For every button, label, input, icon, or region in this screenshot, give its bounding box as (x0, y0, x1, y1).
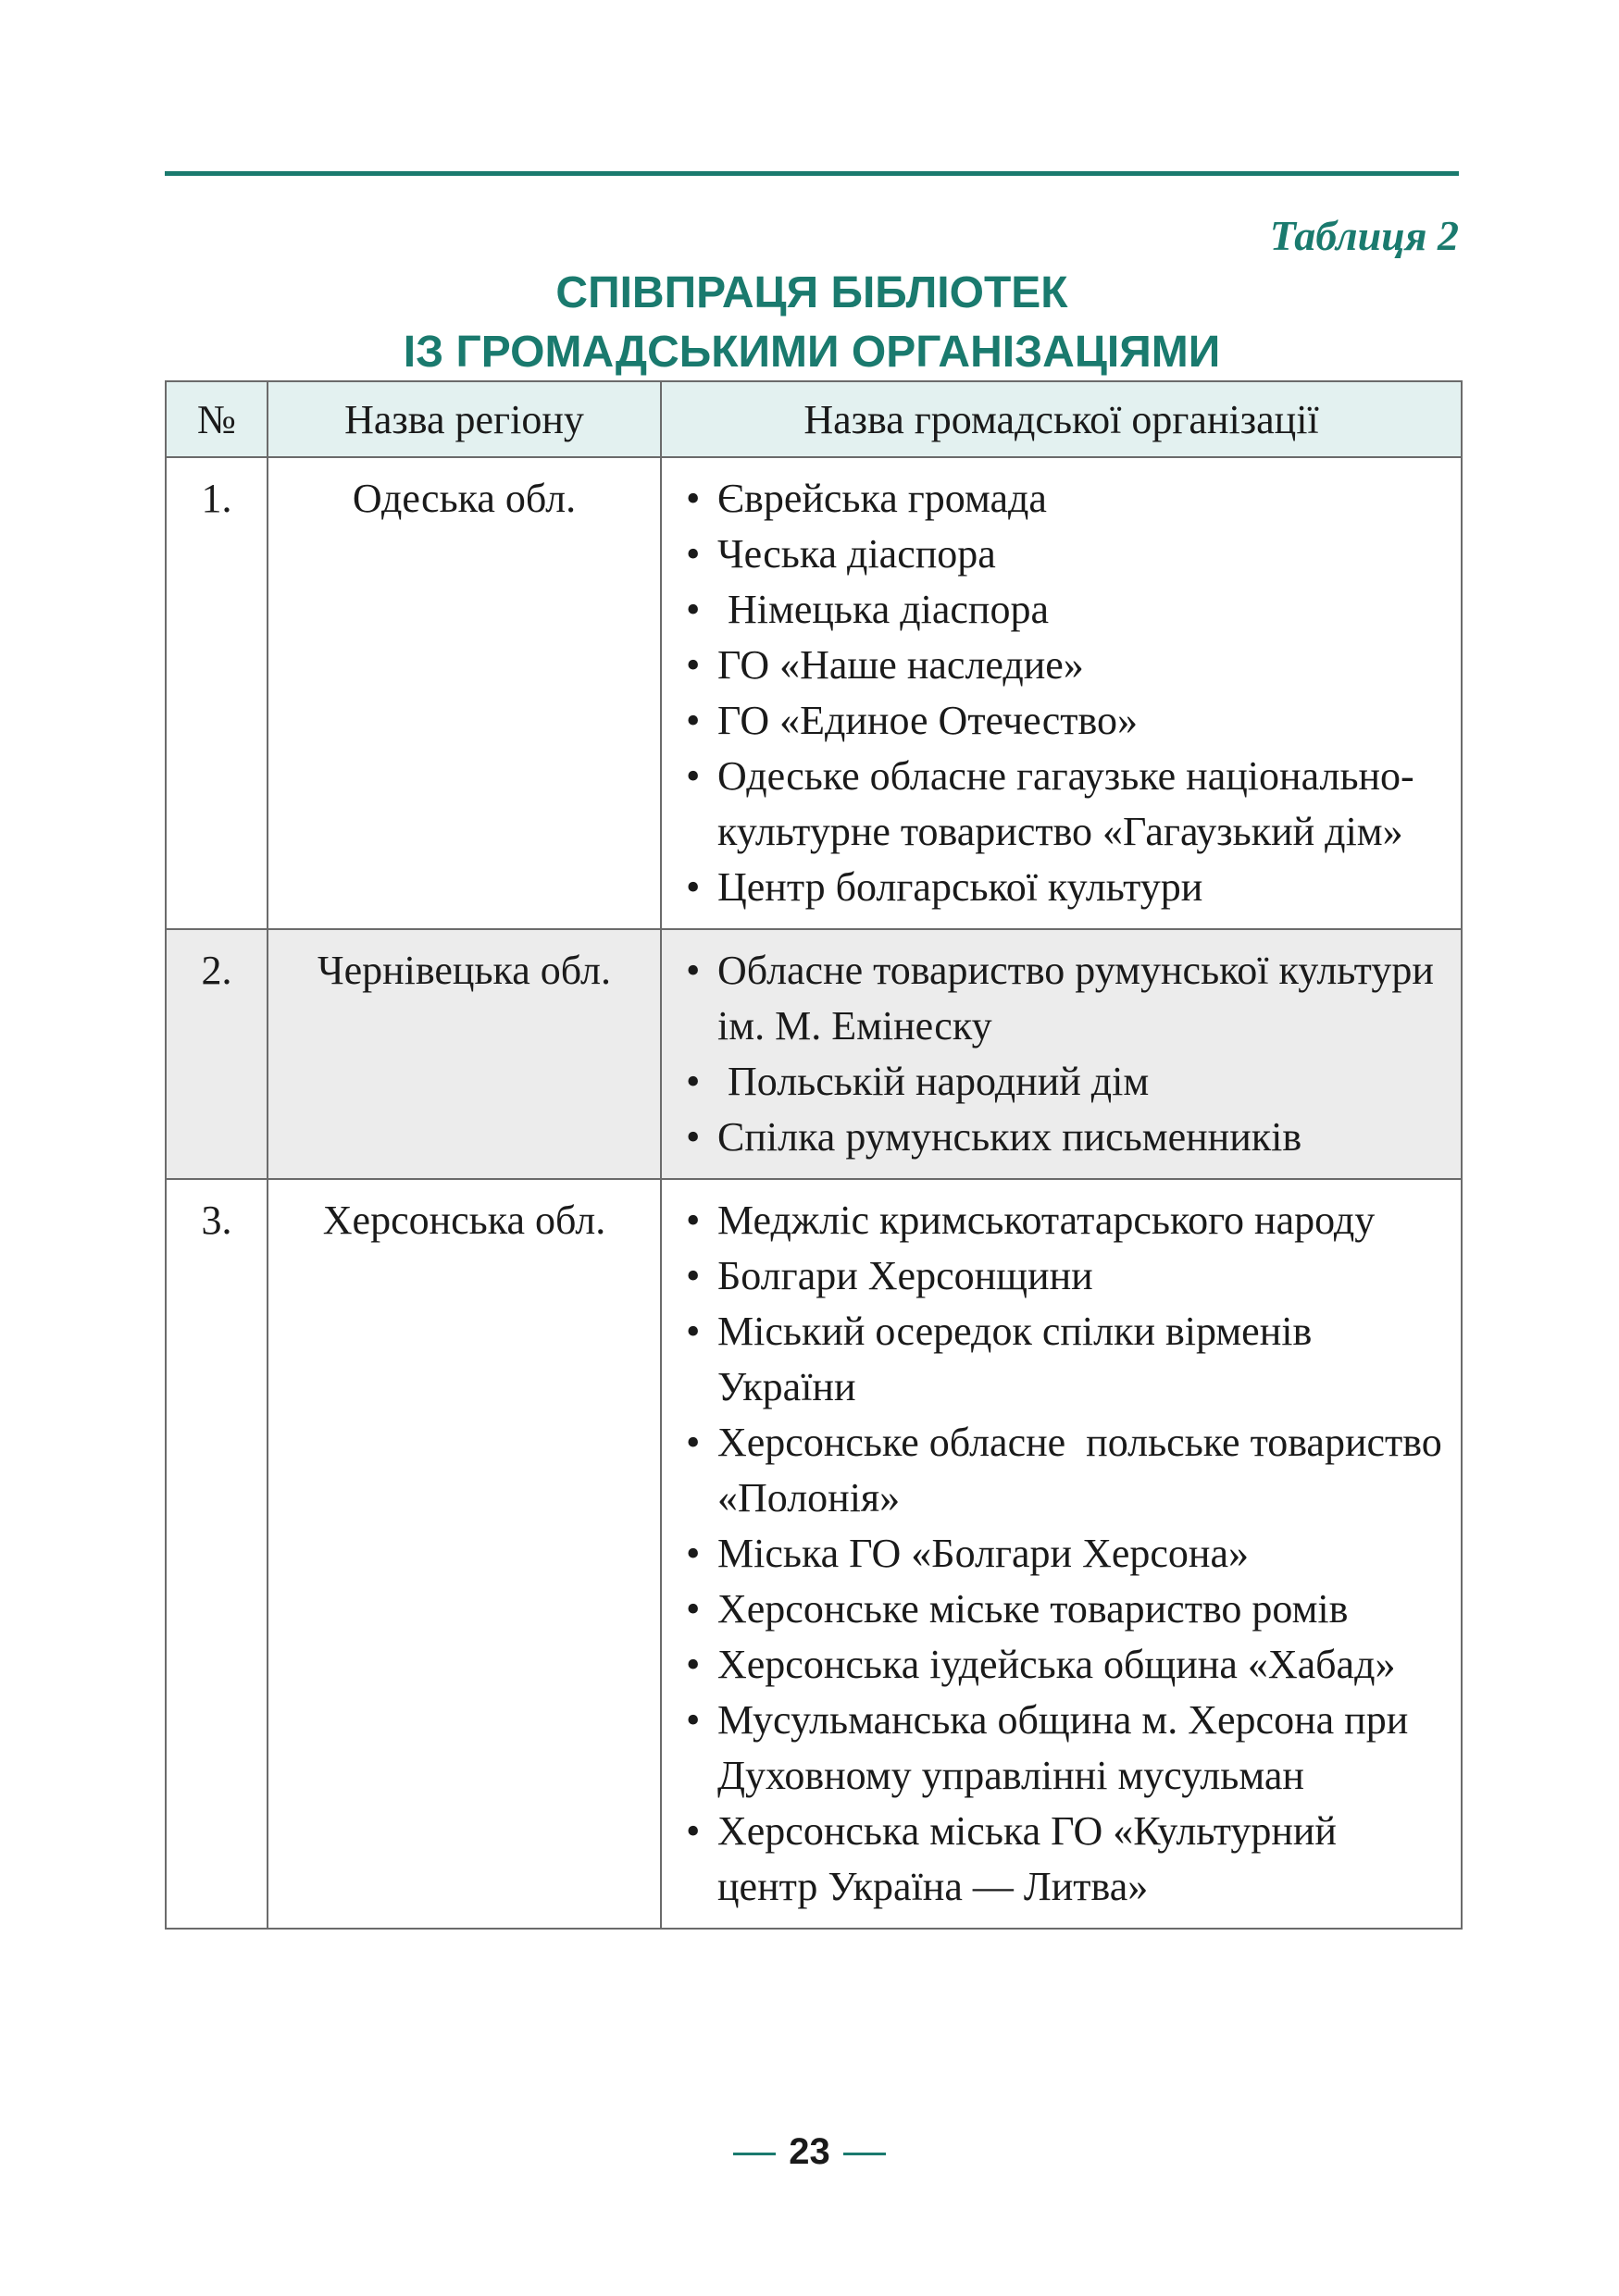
table-row (166, 1179, 1462, 1929)
bullet-icon: • (686, 698, 701, 743)
page-footer (0, 2131, 1619, 2173)
title-line-1: СПІВПРАЦЯ БІБЛІОТЕК (555, 268, 1068, 317)
bullet-icon: • (686, 587, 701, 632)
organization-name: Польській народний дім (717, 1059, 1150, 1104)
bullet-icon: • (686, 1642, 701, 1687)
bullet-icon: • (686, 1253, 701, 1298)
organization-name: Міська ГО «Болгари Херсона» (717, 1531, 1249, 1576)
organization-name: Херсонське міське товариство ромів (717, 1586, 1349, 1632)
bullet-icon: • (686, 476, 701, 521)
organization-cell (661, 1179, 1462, 1929)
bullet-icon: • (686, 1059, 701, 1104)
organization-name: ГО «Наше наследие» (717, 642, 1084, 688)
page-title (165, 264, 1459, 382)
row-number: 3. (166, 1179, 268, 1929)
title-line-2: ІЗ ГРОМАДСЬКИМИ ОРГАНІЗАЦІЯМИ (403, 328, 1221, 377)
table-header-row (166, 381, 1462, 457)
list-item (684, 1193, 1442, 1248)
list-item (684, 943, 1442, 1054)
list-item (684, 1054, 1442, 1110)
organization-name: Херсонське обласне польське товариство «Полонія» (717, 1420, 1452, 1520)
region-name: Чернівецька обл. (268, 929, 661, 1179)
list-item (684, 582, 1442, 638)
organization-name: Болгари Херсонщини (717, 1253, 1093, 1298)
bullet-icon: • (686, 753, 701, 799)
row-number: 1. (166, 457, 268, 929)
organization-name: Німецька діаспора (717, 587, 1049, 632)
organizations-table (165, 380, 1463, 1930)
list-item (684, 1415, 1452, 1526)
organization-name: Міський осередок спілки вірменів України (717, 1309, 1313, 1409)
organization-name: Чеська діаспора (717, 531, 996, 577)
organization-name: Одеське обласне гагаузьке національно-культурне товариство «Гагаузький дім» (717, 753, 1414, 854)
list-item (684, 1248, 1442, 1304)
list-item (684, 1804, 1442, 1915)
list-item (684, 1637, 1442, 1693)
list-item (684, 693, 1442, 749)
organization-name: Центр болгарської культури (717, 864, 1203, 910)
bullet-icon: • (686, 1198, 701, 1243)
list-item (684, 1526, 1442, 1582)
bullet-icon: • (686, 1531, 701, 1576)
region-name: Херсонська обл. (268, 1179, 661, 1929)
bullet-icon: • (686, 1309, 701, 1354)
bullet-icon: • (686, 1420, 701, 1465)
row-number: 2. (166, 929, 268, 1179)
list-item (684, 1693, 1442, 1804)
bullet-icon: • (686, 531, 701, 577)
column-header-region: Назва регіону (268, 381, 661, 457)
list-item (684, 1582, 1442, 1637)
organization-name: Спілка румунських письменників (717, 1114, 1302, 1160)
footer-dash-right (843, 2153, 886, 2155)
list-item (684, 860, 1442, 915)
bullet-icon: • (686, 948, 701, 993)
organization-list (684, 1193, 1452, 1915)
organization-list (684, 943, 1442, 1165)
organization-list (684, 471, 1442, 915)
bullet-icon: • (686, 1808, 701, 1854)
column-header-number: № (166, 381, 268, 457)
region-name: Одеська обл. (268, 457, 661, 929)
organization-cell (661, 457, 1462, 929)
list-item (684, 749, 1442, 860)
organization-name: Мусульманська община м. Херсона при Духовному управлінні мусульман (717, 1697, 1409, 1798)
table-label: Таблиця 2 (1269, 212, 1459, 259)
bullet-icon: • (686, 642, 701, 688)
organization-name: Єврейська громада (717, 476, 1047, 521)
organization-cell (661, 929, 1462, 1179)
footer-dash-left (733, 2153, 776, 2155)
organization-name: Меджліс кримськотатарського народу (717, 1198, 1376, 1243)
organization-name: Обласне товариство румунської культури ім. М. Емінеску (717, 948, 1434, 1049)
list-item (684, 1110, 1442, 1165)
organization-name: Херсонська міська ГО «Культурний центр Україна — Литва» (717, 1808, 1337, 1909)
list-item (684, 527, 1442, 582)
list-item (684, 471, 1442, 527)
top-rule (165, 171, 1459, 176)
organization-name: ГО «Единое Отечество» (717, 698, 1138, 743)
list-item (684, 638, 1442, 693)
table-row (166, 457, 1462, 929)
table-row (166, 929, 1462, 1179)
column-header-organization: Назва громадської організації (661, 381, 1462, 457)
list-item (684, 1304, 1442, 1415)
bullet-icon: • (686, 864, 701, 910)
bullet-icon: • (686, 1697, 701, 1743)
organization-name: Херсонська іудейська община «Хабад» (717, 1642, 1396, 1687)
page-number: 23 (789, 2131, 830, 2172)
bullet-icon: • (686, 1114, 701, 1160)
bullet-icon: • (686, 1586, 701, 1632)
